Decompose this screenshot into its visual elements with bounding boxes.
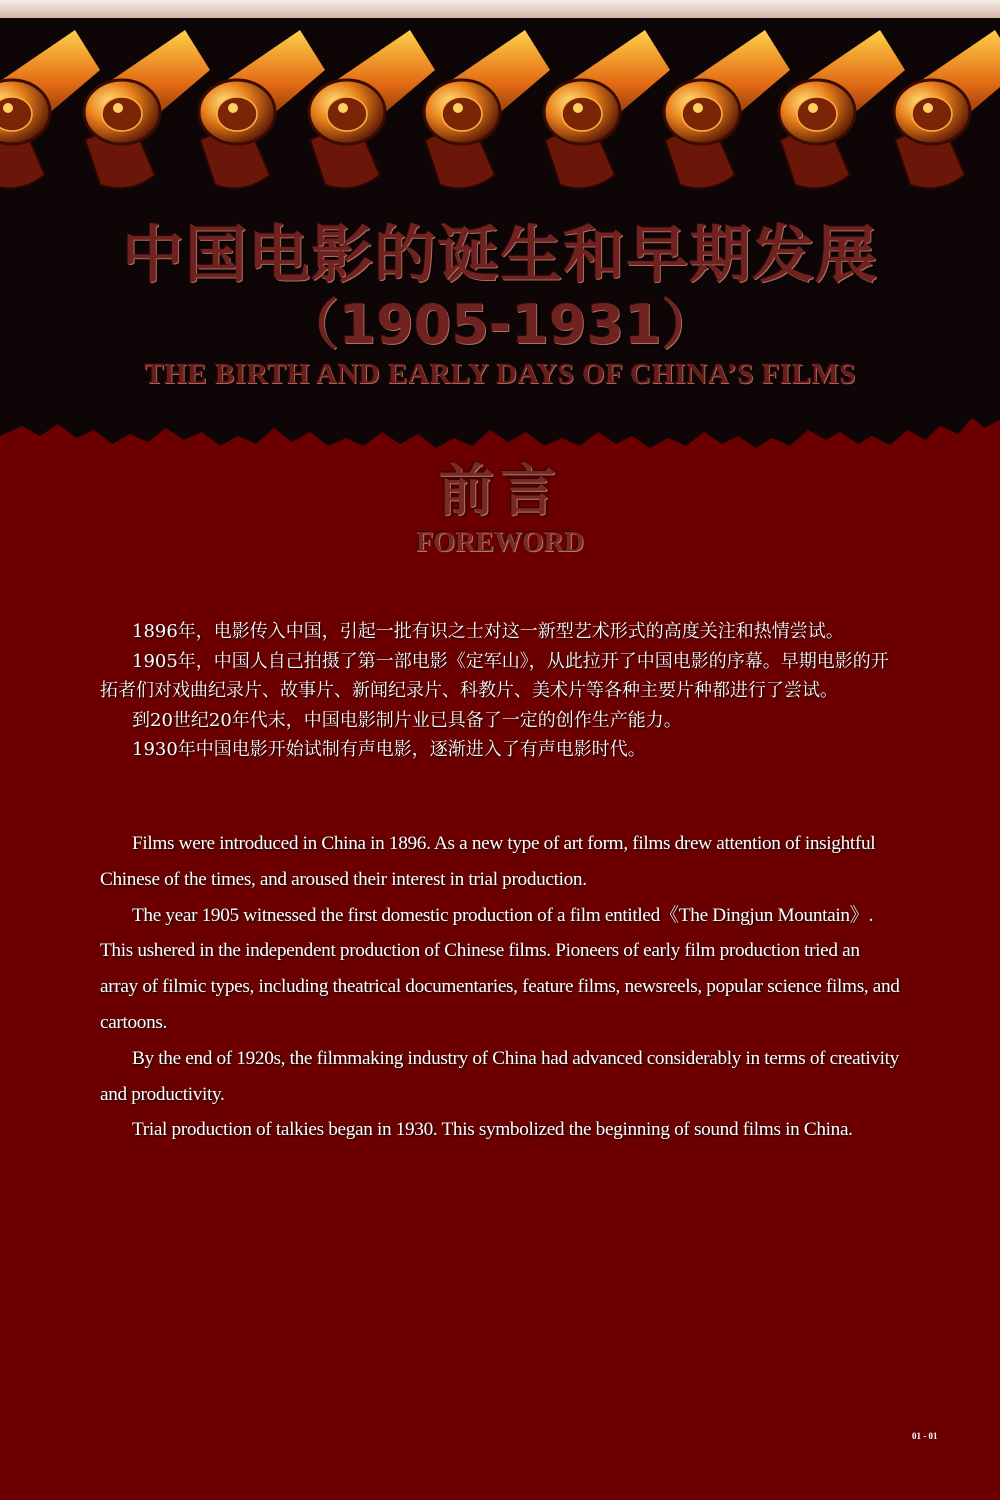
en-paragraph: By the end of 1920s, the filmmaking industry of China had advanced considerably in terms of creativity and productivity. [100,1047,899,1105]
foreword-body-english [100,826,900,1148]
title-english: THE BIRTH AND EARLY DAYS OF CHINA’S FILMS [144,358,856,390]
zh-paragraph: 1930年中国电影开始试制有声电影，逐渐进入了有声电影时代。 [132,739,646,760]
foreword-heading-english: FOREWORD [416,527,584,558]
zh-paragraph: 1896年，电影传入中国，引起一批有识之士对这一新型艺术形式的高度关注和热情尝试。 [132,621,844,642]
title-chinese: 中国电影的诞生和早期发展 [121,218,878,291]
zh-paragraph: 1905年，中国人自己拍摄了第一部电影《定军山》，从此拉开了中国电影的序幕。早期电影的开拓者们对戏曲纪录片、故事片、新闻纪录片、科教片、美术片等各种主要片种都进行了尝试。 [100,650,889,701]
zh-paragraph: 到20世纪20年代末，中国电影制片业已具备了一定的创作生产能力。 [132,709,682,731]
en-paragraph: The year 1905 witnessed the first domestic production of a film entitled《The Dingjun Mountain》. This ushered in the independent production of Chinese films. Pioneers of early film production tried an array of filmic types, including theatrical documentaries, feature films, newsreels, popular science films, and cartoons. [100,904,900,1033]
page-number: 01 - 01 [912,1431,938,1441]
foreword-heading-chinese: 前言 [438,459,562,524]
title-years: （1905-1931） [284,293,716,356]
en-paragraph: Trial production of talkies began in 1930. This symbolized the beginning of sound films in China. [132,1119,853,1141]
en-paragraph: Films were introduced in China in 1896. As a new type of art form, films drew attention of insightful Chinese of the times, and aroused their interest in trial production. [100,833,876,890]
foreword-body-chinese [100,617,900,765]
